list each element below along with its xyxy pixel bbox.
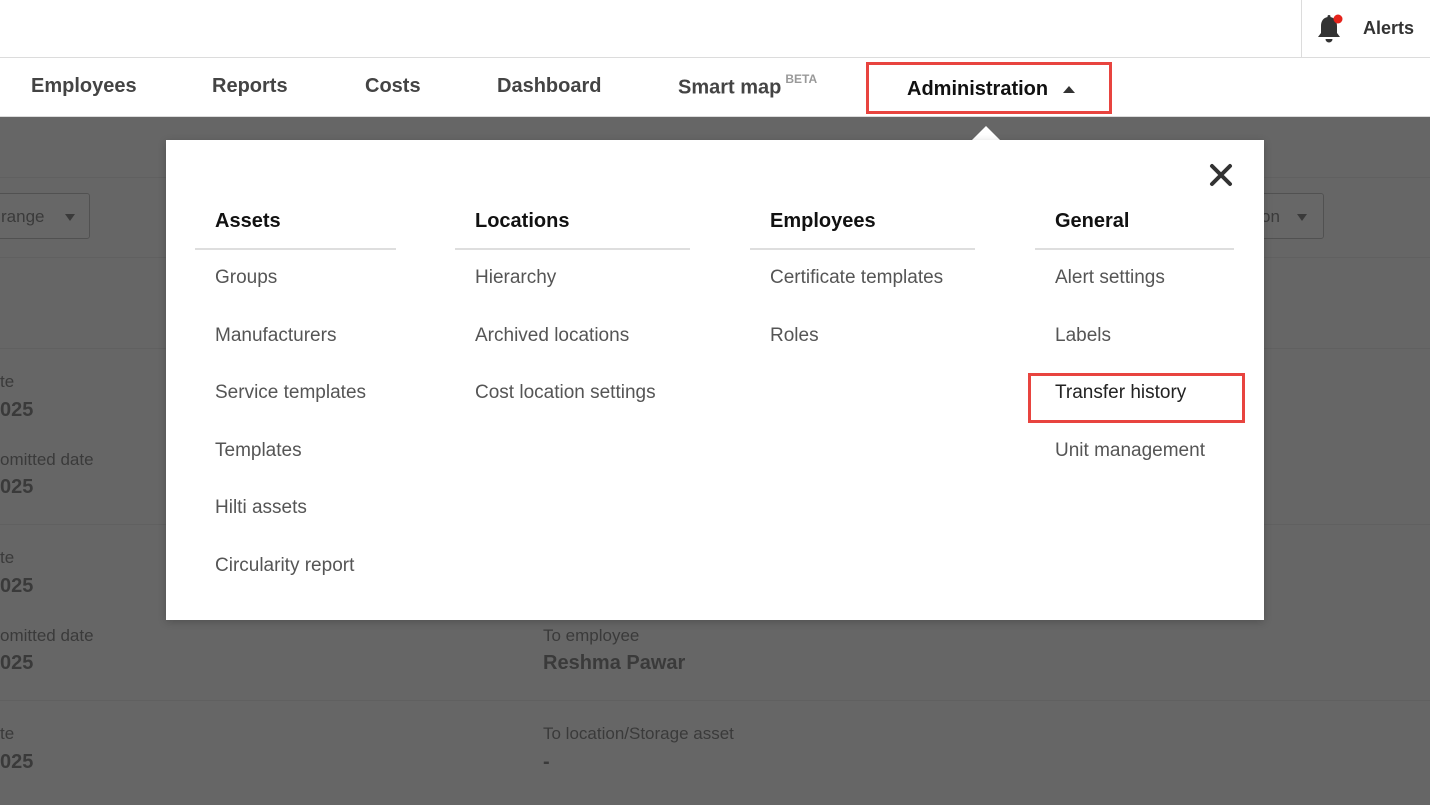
nav-costs[interactable]: Costs [365, 75, 421, 97]
alert-indicator-dot [1334, 15, 1343, 24]
menu-item-archived-locations[interactable]: Archived locations [475, 325, 630, 346]
top-bar [0, 0, 1430, 58]
menu-item-cost-location-settings[interactable]: Cost location settings [475, 382, 656, 403]
menu-item-manufacturers[interactable]: Manufacturers [215, 325, 337, 346]
menu-item-alert-settings[interactable]: Alert settings [1055, 267, 1165, 288]
menu-item-roles[interactable]: Roles [770, 325, 819, 346]
menu-item-circularity-report[interactable]: Circularity report [215, 555, 355, 576]
menu-item-templates[interactable]: Templates [215, 440, 302, 461]
main-nav [0, 58, 1430, 117]
nav-reports[interactable]: Reports [212, 75, 288, 97]
nav-administration[interactable] [866, 62, 1112, 114]
nav-smart-map[interactable] [678, 72, 818, 100]
alerts-label[interactable]: Alerts [1363, 18, 1415, 38]
menu-item-transfer-history[interactable]: Transfer history [1055, 382, 1187, 403]
menu-item-hilti-assets[interactable]: Hilti assets [215, 497, 307, 518]
divider [1035, 248, 1234, 250]
nav-employees[interactable]: Employees [31, 75, 137, 97]
administration-menu [166, 140, 1264, 620]
nav-smart-map-label[interactable]: Smart map [678, 76, 782, 99]
nav-dashboard[interactable]: Dashboard [497, 75, 602, 97]
divider [195, 248, 396, 250]
menu-heading-assets: Assets [215, 210, 281, 232]
dropdown-pointer [972, 126, 1000, 140]
menu-item-groups[interactable]: Groups [215, 267, 278, 288]
menu-item-certificate-templates[interactable]: Certificate templates [770, 267, 944, 288]
menu-item-unit-management[interactable]: Unit management [1055, 440, 1205, 461]
beta-badge: BETA [785, 72, 818, 86]
highlight-box [1028, 373, 1245, 423]
divider [455, 248, 690, 250]
caret-up-icon [1063, 86, 1075, 93]
menu-heading-employees: Employees [770, 210, 876, 232]
divider [750, 248, 975, 250]
menu-heading-locations: Locations [475, 210, 570, 232]
alerts-button[interactable] [1301, 0, 1430, 57]
bell-icon[interactable] [1315, 14, 1343, 44]
nav-administration-label[interactable]: Administration [907, 78, 1049, 100]
menu-item-hierarchy[interactable]: Hierarchy [475, 267, 557, 288]
menu-heading-general: General [1055, 210, 1130, 232]
menu-item-service-templates[interactable]: Service templates [215, 382, 367, 403]
close-icon[interactable] [1208, 162, 1234, 188]
menu-item-labels[interactable]: Labels [1055, 325, 1111, 346]
